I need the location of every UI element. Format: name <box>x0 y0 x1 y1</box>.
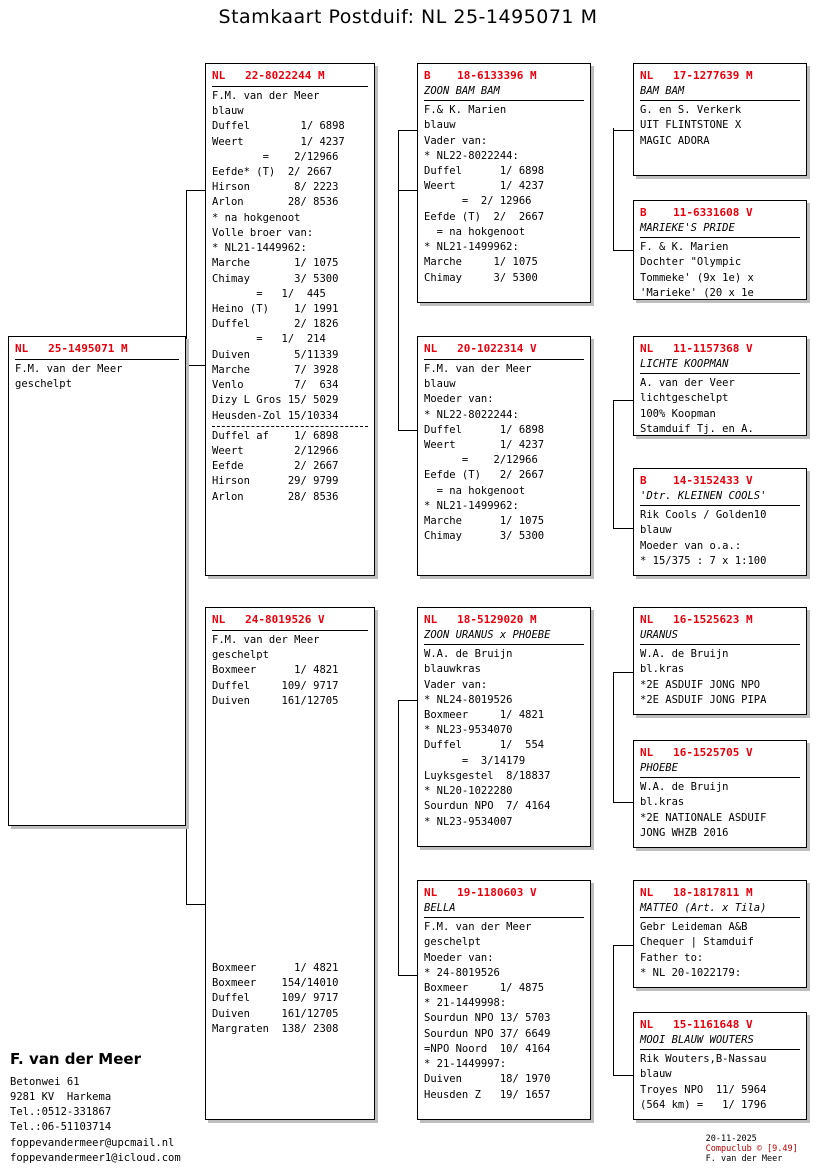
card-line: G. en S. Verkerk <box>640 104 742 117</box>
card-line: Father to: <box>640 951 704 964</box>
card-line: Eefde (T) 2/ 2667 <box>424 210 545 223</box>
ring-number-wrap <box>424 341 584 360</box>
connector <box>398 130 399 430</box>
card-line: 100% Koopman <box>640 407 716 420</box>
ring-number: NL 20-1022314 V <box>424 342 537 355</box>
connector <box>613 672 614 802</box>
nickname: MATTEO (Art. x Tila) <box>640 901 800 918</box>
card-line: Duffel 2/ 1826 <box>212 318 339 331</box>
owner-line: Tel.:06-51103714 <box>10 1121 112 1134</box>
card-line: Moeder van: <box>424 951 494 964</box>
connector <box>613 672 635 673</box>
card-line: * 21-1449997: <box>424 1058 507 1071</box>
card-line: Boxmeer 154/14010 <box>212 977 339 990</box>
card-line: *2E NATIONALE ASDUIF <box>640 811 767 824</box>
card-line: * 21-1449998: <box>424 997 507 1010</box>
connector <box>613 802 635 803</box>
card-line: Marche 1/ 1075 <box>212 257 339 270</box>
software-name: Compuclub © [9.49] <box>705 1144 798 1154</box>
license-user: F. van der Meer <box>705 1154 783 1164</box>
card-line: bl.kras <box>640 796 685 809</box>
pedigree-card-gen3-2[interactable] <box>633 336 807 436</box>
ring-number-wrap <box>640 745 800 761</box>
connector <box>613 400 635 401</box>
pedigree-card-gen3-3[interactable] <box>633 468 807 576</box>
card-line: Heino (T) 1/ 1991 <box>212 303 339 315</box>
card-line: F.M. van der Meer <box>424 362 532 375</box>
card-line: Vader van: <box>424 134 488 147</box>
card-line: Marche 7/ 3928 <box>212 363 339 376</box>
ring-number: B 18-6133396 M <box>424 69 537 82</box>
card-line: F.M. van der Meer <box>15 362 123 375</box>
card-line: Boxmeer 1/ 4821 <box>212 664 339 677</box>
card-line: UIT FLINTSTONE X <box>640 119 742 132</box>
card-line: Eefde* (T) 2/ 2667 <box>212 166 333 179</box>
card-line: Heusden-Zol 15/10334 <box>212 409 339 422</box>
card-line: Boxmeer 1/ 4821 <box>424 709 545 722</box>
card-line: Weert 1/ 4237 <box>212 135 345 148</box>
card-line: geschelpt <box>424 936 481 949</box>
credits <box>695 1124 808 1164</box>
card-line: Duffel af 1/ 6898 <box>212 429 339 442</box>
ring-number: B 11-6331608 V <box>640 206 753 219</box>
ring-number-wrap <box>640 885 800 901</box>
owner-line: Tel.:0512-331867 <box>10 1106 112 1119</box>
pedigree-card-gen2-0[interactable] <box>417 63 591 303</box>
card-line: *2E ASDUIF JONG PIPA <box>640 693 767 706</box>
connector <box>186 365 187 905</box>
card-line: Duiven 5/11339 <box>212 348 339 361</box>
card-line: Duffel 109/ 9717 <box>212 679 339 692</box>
pedigree-card-gen3-0[interactable] <box>633 63 807 176</box>
ring-number-wrap <box>212 612 368 631</box>
card-line: Heusden Z 19/ 1657 <box>424 1088 551 1101</box>
nickname: 'Dtr. KLEINEN COOLS' <box>640 489 800 506</box>
ring-number-wrap <box>640 68 800 84</box>
card-line: Eefde 2/ 2667 <box>212 460 339 473</box>
pedigree-card-gen3-7[interactable] <box>633 1012 807 1120</box>
owner-block <box>10 1049 181 1166</box>
card-line: Vader van: <box>424 678 488 691</box>
pedigree-card-gen3-4[interactable] <box>633 607 807 715</box>
card-line: = na hokgenoot <box>424 484 526 497</box>
connector <box>398 700 399 975</box>
card-line: Margraten 138/ 2308 <box>212 1022 339 1035</box>
card-line: blauw <box>424 378 456 391</box>
card-line: Rik Cools / Golden10 <box>640 509 767 522</box>
card-line: Duffel 1/ 554 <box>424 739 545 752</box>
card-line: Moeder van: <box>424 393 494 406</box>
card-line: = na hokgenoot <box>424 225 526 238</box>
card-line: Dochter "Olympic <box>640 256 742 269</box>
ring-number-wrap <box>212 68 368 87</box>
card-line: = 2/12966 <box>424 454 538 467</box>
ring-number-wrap <box>640 1017 800 1033</box>
card-line: Chimay 3/ 5300 <box>424 530 545 543</box>
card-line: * NL20-1022280 <box>424 785 513 798</box>
card-line: * 15/375 : 7 x 1:100 <box>640 554 767 567</box>
connector <box>613 400 614 528</box>
card-line: Venlo 7/ 634 <box>212 379 339 392</box>
card-line: blauw <box>424 119 456 132</box>
card-line: Weert 1/ 4237 <box>424 180 545 193</box>
ring-number: NL 24-8019526 V <box>212 613 325 626</box>
connector <box>186 190 187 366</box>
pedigree-card-gen2-2[interactable] <box>417 607 591 847</box>
ring-number-wrap <box>15 341 179 360</box>
pedigree-card-gen3-1[interactable] <box>633 200 807 300</box>
card-line: Arlon 28/ 8536 <box>212 196 339 209</box>
ring-number: B 14-3152433 V <box>640 474 753 487</box>
connector <box>613 250 635 251</box>
ring-number: NL 22-8022244 M <box>212 69 325 82</box>
card-line: blauw <box>640 524 672 537</box>
card-line: *2E ASDUIF JONG NPO <box>640 678 761 691</box>
card-line: Duffel 1/ 6898 <box>424 423 545 436</box>
card-line: Tommeke' (9x 1e) x <box>640 271 754 284</box>
card-line: F.M. van der Meer <box>212 633 320 646</box>
card-line: * na hokgenoot <box>212 211 301 224</box>
nickname: URANUS <box>640 628 800 645</box>
card-line: * NL24-8019526 <box>424 693 513 706</box>
ring-number-wrap <box>424 612 584 628</box>
card-line: Duffel 1/ 6898 <box>212 120 345 133</box>
card-line: geschelpt <box>15 378 72 391</box>
card-line: 'Marieke' (20 x 1e <box>640 286 754 299</box>
card-line: * NL21-1449962: <box>212 242 307 255</box>
card-line: blauwkras <box>424 663 481 676</box>
card-line: = 1/ 214 <box>212 333 326 346</box>
page-title: Stamkaart Postduif: NL 25-1495071 M <box>218 6 598 28</box>
owner-line: 9281 KV Harkema <box>10 1090 112 1103</box>
card-line: = 1/ 445 <box>212 287 326 300</box>
connector <box>613 945 635 946</box>
card-line: Gebr Leideman A&B <box>640 921 748 934</box>
card-line: MAGIC ADORA <box>640 134 710 147</box>
card-line: W.A. de Bruijn <box>640 781 729 794</box>
ring-number-wrap <box>640 473 800 489</box>
card-line: Sourdun NPO 37/ 6649 <box>424 1027 551 1040</box>
card-line: Duiven 18/ 1970 <box>424 1073 551 1086</box>
connector <box>613 128 614 250</box>
nickname: BELLA <box>424 901 584 918</box>
card-line: (564 km) = 1/ 1796 <box>640 1098 767 1111</box>
card-line: Hirson 8/ 2223 <box>212 181 339 194</box>
card-line: Arlon 28/ 8536 <box>212 490 339 503</box>
card-line: * NL 20-1022179: <box>640 966 742 979</box>
pedigree-card-gen2-1[interactable] <box>417 336 591 576</box>
ring-number: NL 18-1817811 M <box>640 886 753 899</box>
card-line: * NL23-9534070 <box>424 724 513 737</box>
card-line: geschelpt <box>212 649 269 662</box>
card-line: = 2/12966 <box>212 150 339 163</box>
card-line: = 2/ 12966 <box>424 195 532 208</box>
card-line: W.A. de Bruijn <box>424 648 513 661</box>
ring-number-wrap <box>424 68 584 84</box>
nickname: ZOON URANUS x PHOEBE <box>424 628 584 645</box>
ring-number: NL 16-1525623 M <box>640 613 753 626</box>
card-line: Weert 1/ 4237 <box>424 439 545 452</box>
card-line: blauw <box>212 105 244 118</box>
card-line: =NPO Noord 10/ 4164 <box>424 1042 551 1055</box>
card-line: Duffel 109/ 9717 <box>212 992 339 1005</box>
card-line: Marche 1/ 1075 <box>424 256 538 269</box>
card-line: Duffel 1/ 6898 <box>424 165 545 178</box>
card-line: Marche 1/ 1075 <box>424 515 545 528</box>
card-line: * NL21-1499962: <box>424 499 519 512</box>
card-line: JONG WHZB 2016 <box>640 826 729 839</box>
card-line: Volle broer van: <box>212 226 314 239</box>
card-line: Chimay 3/ 5300 <box>424 271 538 284</box>
ring-number: NL 11-1157368 V <box>640 342 753 355</box>
card-line: bl.kras <box>640 663 685 676</box>
card-line: Rik Wouters,B-Nassau <box>640 1053 767 1066</box>
card-line: * 24-8019526 <box>424 966 500 979</box>
connector <box>613 1075 635 1076</box>
card-line: F.M. van der Meer <box>212 89 320 102</box>
card-line: lichtgeschelpt <box>640 392 729 405</box>
owner-name: F. van der Meer <box>10 1049 141 1068</box>
connector <box>613 130 635 131</box>
card-line: Moeder van o.a.: <box>640 539 742 552</box>
card-line: Boxmeer 1/ 4821 <box>212 962 339 975</box>
print-date: 20-11-2025 <box>705 1134 757 1144</box>
card-line: W.A. de Bruijn <box>640 648 729 661</box>
card-line: Boxmeer 1/ 4875 <box>424 982 545 995</box>
card-line: Duiven 161/12705 <box>212 694 339 707</box>
card-line: Hirson 29/ 9799 <box>212 475 339 488</box>
ring-number-wrap <box>640 612 800 628</box>
card-line: = 3/14179 <box>424 754 526 767</box>
card-line: Eefde (T) 2/ 2667 <box>424 469 545 482</box>
card-line: Weert 2/12966 <box>212 444 339 457</box>
card-line: Stamduif Tj. en A. <box>640 422 754 435</box>
card-line: Chequer | Stamduif <box>640 936 754 949</box>
card-line: Sourdun NPO 13/ 5703 <box>424 1012 551 1025</box>
ring-number: NL 18-5129020 M <box>424 613 537 626</box>
card-line: Chimay 3/ 5300 <box>212 272 339 285</box>
card-line: * NL22-8022244: <box>424 408 519 421</box>
ring-number-wrap <box>640 341 800 357</box>
nickname: PHOEBE <box>640 761 800 778</box>
card-line: Sourdun NPO 7/ 4164 <box>424 800 551 813</box>
nickname: BAM BAM <box>640 84 800 101</box>
ring-number: NL 25-1495071 M <box>15 342 128 355</box>
ring-number: NL 16-1525705 V <box>640 746 753 759</box>
card-line: * NL23-9534007 <box>424 815 513 828</box>
owner-email: foppevandermeer@upcmail.nl <box>10 1136 175 1149</box>
connector <box>613 528 635 529</box>
card-line: Duiven 161/12705 <box>212 1007 339 1020</box>
card-line: F. & K. Marien <box>640 241 729 254</box>
pedigree-card-dam[interactable] <box>205 607 375 1120</box>
ring-number: NL 19-1180603 V <box>424 886 537 899</box>
nickname: MOOI BLAUW WOUTERS <box>640 1033 800 1050</box>
owner-email: foppevandermeer1@icloud.com <box>10 1151 181 1164</box>
card-line: Luyksgestel 8/18837 <box>424 769 551 782</box>
card-line: * NL22-8022244: <box>424 149 519 162</box>
pedigree-card-subject[interactable] <box>8 336 186 826</box>
ring-number-wrap <box>424 885 584 901</box>
card-line: Troyes NPO 11/ 5964 <box>640 1083 767 1096</box>
divider <box>212 426 368 427</box>
card-line: Dizy L Gros 15/ 5029 <box>212 394 339 407</box>
card-line: A. van der Veer <box>640 377 735 390</box>
card-line: blauw <box>640 1068 672 1081</box>
pedigree-card-gen3-5[interactable] <box>633 740 807 848</box>
pedigree-card-sire[interactable] <box>205 63 375 576</box>
ring-number: NL 17-1277639 M <box>640 69 753 82</box>
ring-number: NL 15-1161648 V <box>640 1018 753 1031</box>
pedigree-card-gen2-3[interactable] <box>417 880 591 1120</box>
pedigree-card-gen3-6[interactable] <box>633 880 807 988</box>
connector <box>613 945 614 1075</box>
nickname: MARIEKE'S PRIDE <box>640 221 800 238</box>
owner-line: Betonwei 61 <box>10 1075 80 1088</box>
card-line: F.M. van der Meer <box>424 921 532 934</box>
nickname: LICHTE KOOPMAN <box>640 357 800 374</box>
ring-number-wrap <box>640 205 800 221</box>
card-line: * NL21-1499962: <box>424 241 519 254</box>
nickname: ZOON BAM BAM <box>424 84 584 101</box>
card-line: F.& K. Marien <box>424 104 507 117</box>
